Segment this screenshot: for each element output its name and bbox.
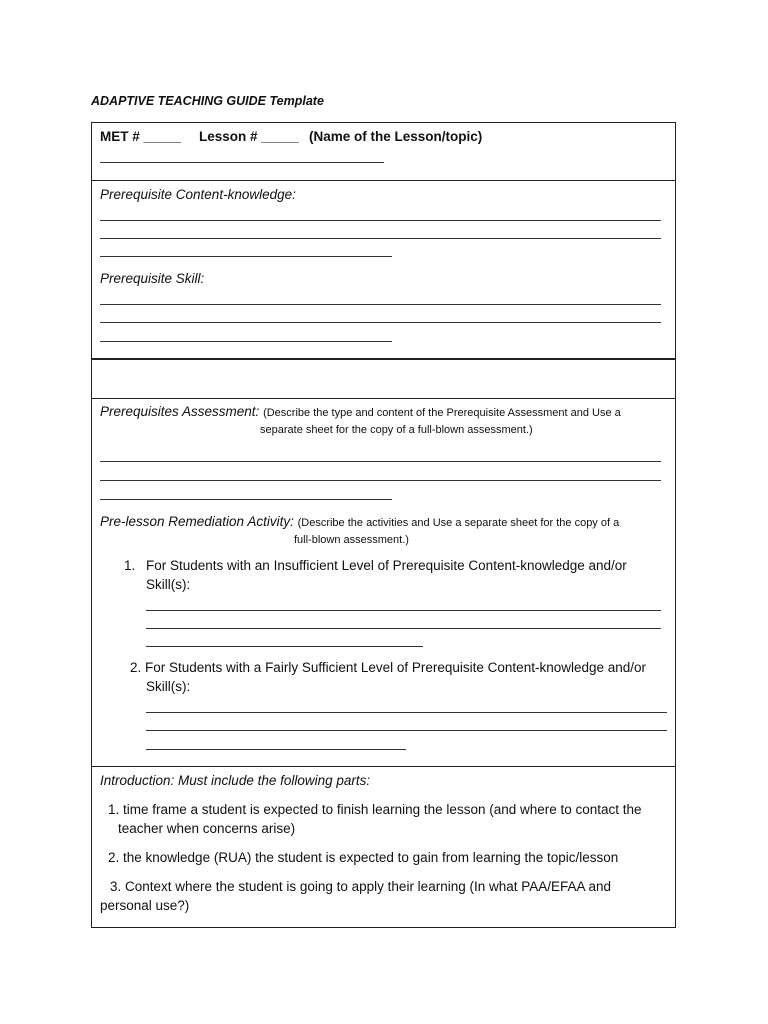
remediation-item1-blank-2[interactable] <box>146 628 661 629</box>
row-divider <box>92 180 675 181</box>
template-table <box>91 122 676 928</box>
assessment-label-text: Prerequisites Assessment: <box>100 404 260 419</box>
assessment-blank-2[interactable] <box>100 480 661 481</box>
lesson-label: Lesson # _____ <box>199 129 299 144</box>
skill-blank-1[interactable] <box>100 304 661 305</box>
remediation-item2-blank-1[interactable] <box>146 712 667 713</box>
remediation-label-text: Pre-lesson Remediation Activity: <box>100 514 294 529</box>
introduction-item2: 2. the knowledge (RUA) the student is expected to gain from learning the topic/lesson <box>108 850 619 865</box>
met-label: MET # _____ <box>100 129 182 144</box>
assessment-note-cont: separate sheet for the copy of a full-blown assessment.) <box>260 424 533 436</box>
content-knowledge-blank-2[interactable] <box>100 238 661 239</box>
remediation-item1-text-cont: Skill(s): <box>146 577 191 592</box>
assessment-label <box>100 404 621 421</box>
remediation-item1-number: 1. <box>124 558 136 573</box>
row-divider <box>92 398 675 399</box>
skill-blank-2[interactable] <box>100 322 661 323</box>
remediation-note-cont: full-blown assessment.) <box>294 534 409 546</box>
document-title: ADAPTIVE TEACHING GUIDE Template <box>91 94 324 108</box>
remediation-item1-text: For Students with an Insufficient Level of Prerequisite Content-knowledge and/or <box>146 558 627 573</box>
remediation-note: (Describe the activities and Use a separate sheet for the copy of a <box>297 517 620 529</box>
lesson-name-blank[interactable] <box>100 162 384 163</box>
assessment-blank-3[interactable] <box>100 499 392 500</box>
remediation-item2-text-cont: Skill(s): <box>146 679 191 694</box>
assessment-blank-1[interactable] <box>100 461 661 462</box>
row-divider <box>92 766 675 767</box>
remediation-item2-text: 2. For Students with a Fairly Sufficient Level of Prerequisite Content-knowledge and/or <box>130 660 647 675</box>
prerequisite-content-label: Prerequisite Content-knowledge: <box>100 187 296 202</box>
prerequisite-skill-label: Prerequisite Skill: <box>100 271 205 286</box>
remediation-item1-blank-3[interactable] <box>146 646 423 647</box>
introduction-item1-cont: teacher when concerns arise) <box>118 821 296 836</box>
content-knowledge-blank-1[interactable] <box>100 220 661 221</box>
introduction-label: Introduction: Must include the following parts: <box>100 773 371 788</box>
lesson-name-label: (Name of the Lesson/topic) <box>309 129 483 144</box>
introduction-item1: 1. time frame a student is expected to finish learning the lesson (and where to contact the <box>108 802 642 817</box>
row-divider <box>92 358 675 360</box>
introduction-item3: 3. Context where the student is going to apply their learning (In what PAA/EFAA and <box>110 879 612 894</box>
skill-blank-3[interactable] <box>100 341 392 342</box>
introduction-item3-cont: personal use?) <box>100 898 190 913</box>
remediation-item2-blank-3[interactable] <box>146 749 406 750</box>
remediation-item2-blank-2[interactable] <box>146 730 667 731</box>
assessment-note: (Describe the type and content of the Prerequisite Assessment and Use a <box>263 407 621 419</box>
remediation-item1-blank-1[interactable] <box>146 610 661 611</box>
content-knowledge-blank-3[interactable] <box>100 256 392 257</box>
remediation-label <box>100 514 619 531</box>
